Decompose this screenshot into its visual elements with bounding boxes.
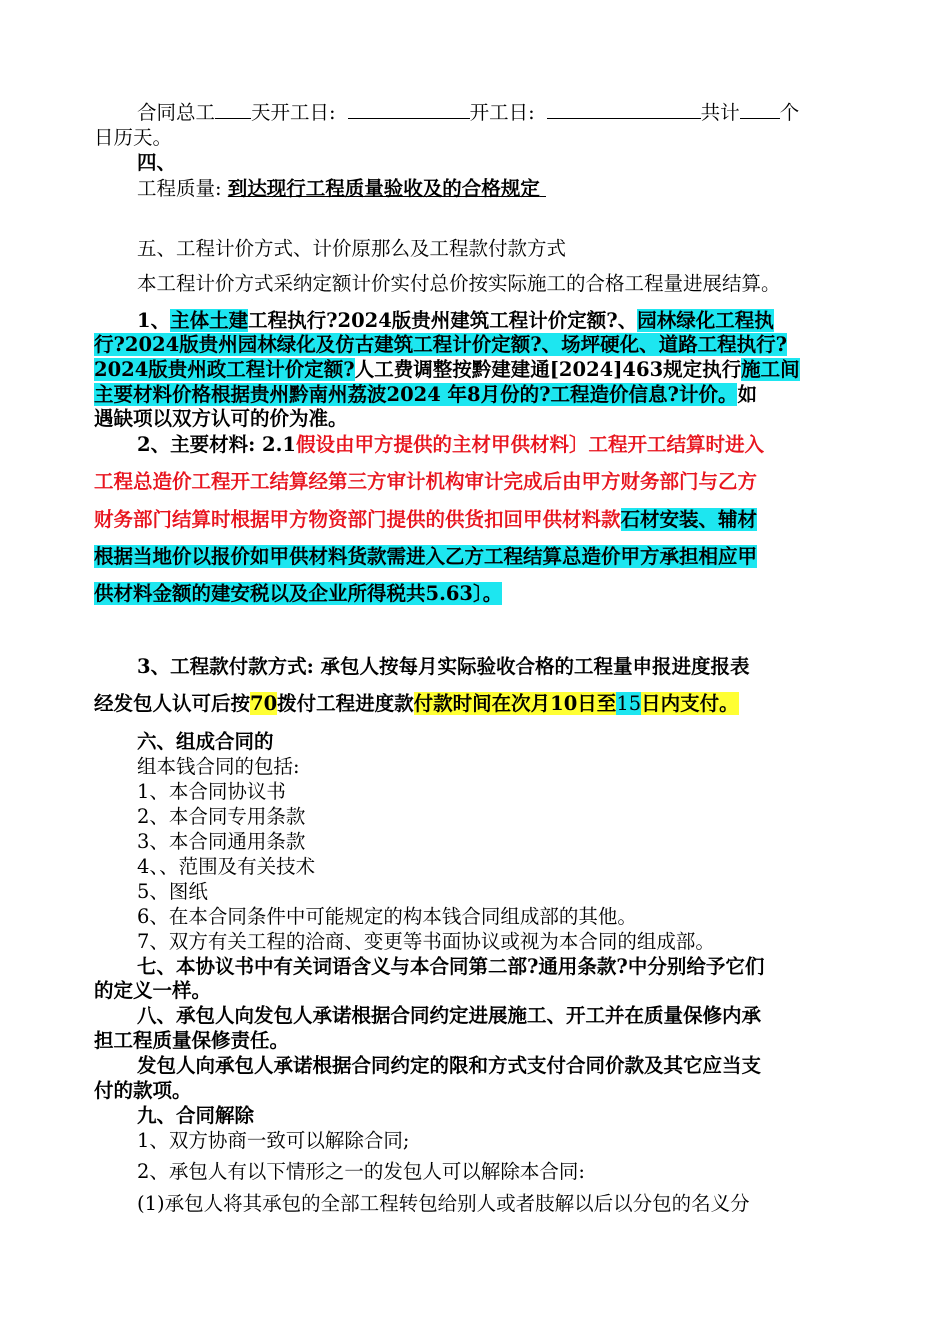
total-duration-label: 合同总工 [137,101,216,124]
p2-line-5: 供材料金额的建安税以及企业所得税共5.63〕。 [94,582,503,605]
p2-line-4: 根据当地价以报价如甲供材料货款需进入乙方工程结算总造价甲方承担相应甲 [94,545,758,568]
start-date-label: 天开工日: [251,101,336,124]
list-item: 3、本合同通用条款 [137,830,306,853]
section-8-line-3: 发包人向承包人承诺根据合同约定的限和方式支付合同价款及其它应当支 [137,1054,762,1077]
list-item: 2、本合同专用条款 [137,805,306,828]
p3-line-1: 3、工程款付款方式: 承包人按每月实际验收合格的工程量申报进度报表 [137,655,750,678]
unit-label: 个 [779,101,800,124]
section-5-heading: 五、工程计价方式、计价原那么及工程款付款方式 [137,237,567,260]
p1-line-5: 遇缺项以双方认可的价为准。 [94,407,348,430]
pricing-intro: 本工程计价方式采纳定额计价实付总价按实际施工的合格工程量进展结算。 [137,272,781,295]
calendar-days: 日历天。 [94,126,173,149]
quality-label: 工程质量: [137,177,222,200]
p1-line-2: 行?2024版贵州园林绿化及仿古建筑工程计价定额?、场坪硬化、道路工程执行? [94,333,788,356]
start-date-blank[interactable] [348,100,470,119]
list-item: 5、图纸 [137,880,208,903]
list-item: 1、本合同协议书 [137,780,286,803]
list-item: 6、在本合同条件中可能规定的构本钱合同组成部的其他。 [137,905,637,928]
duration-line [137,100,799,125]
section-8-line-2: 担工程质量保修责任。 [94,1029,290,1052]
section-9-heading: 九、合同解除 [137,1104,255,1127]
p2-line-3: 财务部门结算时根据甲方物资部门提供的供货扣回甲供材料款石材安装、辅材 [94,508,758,531]
section-6-heading: 六、组成合同的 [137,730,274,753]
list-item: 7、双方有关工程的洽商、变更等书面协议或视为本合同的组成部。 [137,930,715,953]
completion-date-label: 开工日: [469,101,535,124]
duration-blank[interactable] [215,100,251,119]
p2-line-2: 工程总造价工程开工结算经第三方审计机构审计完成后由甲方财务部门与乙方 [94,470,758,493]
p1-line-3: 2024版贵州政工程计价定额?人工费调整按黔建建通[2024]463规定执行施工间 [94,358,800,381]
p1-line-1: 1、主体土建工程执行?2024版贵州建筑工程计价定额?、园林绿化工程执 [137,309,774,332]
quality-value: 到达现行工程质量验收及的合格规定 [227,177,540,200]
section-4-heading: 四、 [137,151,177,174]
p1-line-4: 主要材料价格根据贵州黔南州荔波2024 年8月份的?工程造价信息?计价。如 [94,383,757,406]
section-7-line-1: 七、本协议书中有关词语含义与本合同第二部?通用条款?中分别给予它们 [137,955,765,978]
quality-line [137,177,546,201]
contract-docs-intro: 组本钱合同的包括: [137,755,300,778]
total-days-blank[interactable] [740,100,780,119]
list-item: 4、、范围及有关技术 [137,855,316,878]
p2-line-1: 2、主要材料: 2.1假设由甲方提供的主材甲供材料〕工程开工结算时进入 [137,433,764,456]
total-label: 共计 [700,101,740,124]
termination-item-1: 1、双方协商一致可以解除合同; [137,1129,410,1152]
section-8-line-4: 付的款项。 [94,1079,192,1102]
termination-item-2: 2、承包人有以下情形之一的发包人可以解除本合同: [137,1160,585,1183]
p3-line-2: 经发包人认可后按70拨付工程进度款付款时间在次月10日至15日内支付。 [94,692,739,715]
termination-item-3: (1)承包人将其承包的全部工程转包给别人或者肢解以后以分包的名义分 [137,1192,750,1215]
section-7-line-2: 的定义一样。 [94,979,212,1002]
completion-date-blank[interactable] [547,100,701,119]
section-8-line-1: 八、承包人向发包人承诺根据合同约定进展施工、开工并在质量保修内承 [137,1004,762,1027]
